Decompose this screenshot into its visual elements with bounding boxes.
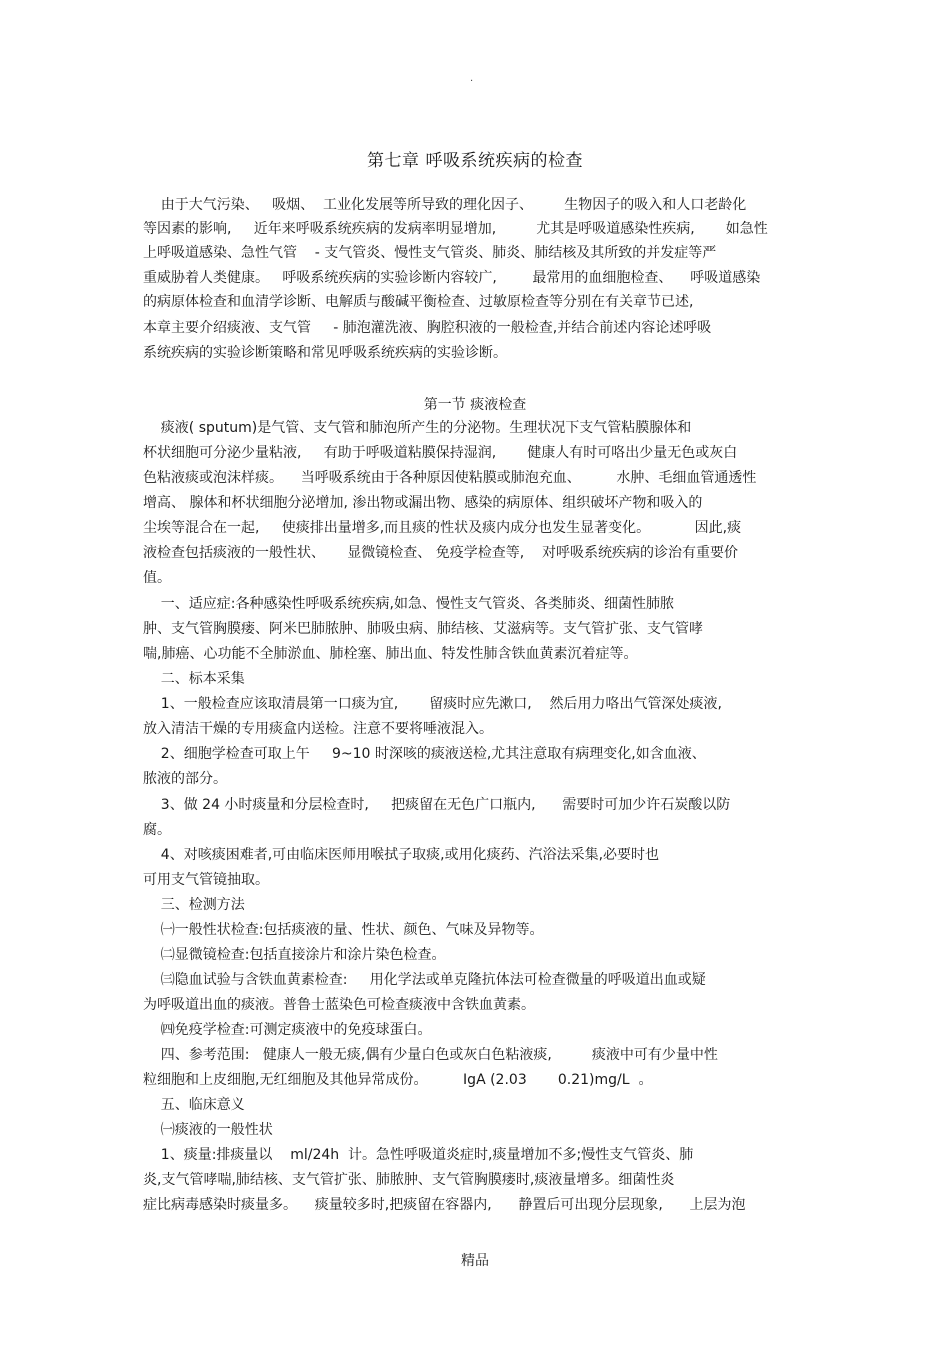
text-line: 的病原体检查和血清学诊断、电解质与酸碱平衡检查、过敏原检查等分别在有关章节已述, [143, 294, 694, 310]
text-line: 粒细胞和上皮细胞,无红细胞及其他异常成份。 IgA (2.03 0.21)mg/L 。 [143, 1072, 653, 1088]
text-line: 一、适应症:各种感染性呼吸系统疾病,如急、慢性支气管炎、各类肺炎、细菌性肺脓 [143, 596, 674, 612]
text-line: ㈠一般性状检查:包括痰液的量、性状、颜色、气味及异物等。 [143, 922, 544, 938]
text-line: 五、临床意义 [143, 1097, 245, 1113]
text-line: 脓液的部分。 [143, 771, 227, 787]
text-line: 炎,支气管哮喘,肺结核、支气管扩张、肺脓肿、支气管胸膜瘘时,痰液量增多。细菌性炎 [143, 1172, 675, 1188]
chapter-title: 第七章 呼吸系统疾病的检查 [367, 151, 583, 171]
text-line: 喘,肺癌、心功能不全肺淤血、肺栓塞、肺出血、特发性肺含铁血黄素沉着症等。 [143, 646, 638, 662]
text-line: 1、痰量:排痰量以 ml/24h 计。急性呼吸道炎症时,痰量增加不多;慢性支气管炎、肺 [143, 1147, 694, 1163]
text-line: 4、对咳痰困难者,可由临床医师用喉拭子取痰,或用化痰药、汽浴法采集,必要时也 [143, 847, 660, 863]
text-line: 3、做 24 小时痰量和分层检查时, 把痰留在无色广口瓶内, 需要时可加少许石炭酸以防 [143, 797, 731, 813]
text-line: 肿、支气管胸膜瘘、阿米巴肺脓肿、肺吸虫病、肺结核、艾滋病等。支气管扩张、支气管哮 [143, 621, 703, 637]
text-line: 痰液( sputum)是气管、支气管和肺泡所产生的分泌物。生理状况下支气管粘膜腺体和 [143, 420, 692, 436]
text-line: 症比病毒感染时痰量多。 痰量较多时,把痰留在容器内, 静置后可出现分层现象, 上层为泡 [143, 1197, 746, 1213]
text-line: 放入清洁干燥的专用痰盒内送检。注意不要将唾液混入。 [143, 721, 493, 737]
text-line: 2、细胞学检查可取上午 9~10 时深咳的痰液送检,尤其注意取有病理变化,如含血液、 [143, 746, 706, 762]
text-line: 尘埃等混合在一起, 使痰排出量增多,而且痰的性状及痰内成分也发生显著变化。 因此,痰 [143, 520, 742, 536]
text-line: 二、标本采集 [143, 671, 245, 687]
text-line: 1、一般检查应该取清晨第一口痰为宜, 留痰时应先漱口, 然后用力咯出气管深处痰液, [143, 696, 723, 712]
text-line: 可用支气管镜抽取。 [143, 872, 269, 888]
text-line: 腐。 [143, 822, 171, 838]
text-line: ㈢隐血试验与含铁血黄素检查: 用化学法或单克隆抗体法可检查微量的呼吸道出血或疑 [143, 972, 706, 988]
text-line: 本章主要介绍痰液、支气管 - 肺泡灌洗液、胸腔积液的一般检查,并结合前述内容论述呼吸 [143, 320, 712, 336]
section-title: 第一节 痰液检查 [423, 397, 527, 413]
text-line: 由于大气污染、 吸烟、 工业化发展等所导致的理化因子、 生物因子的吸入和人口老龄化 [143, 197, 747, 213]
text-line: 值。 [143, 570, 171, 586]
footer-label: 精品 [461, 1253, 489, 1269]
text-line: 等因素的影响, 近年来呼吸系统疾病的发病率明显增加, 尤其是呼吸道感染性疾病, 如急性 [143, 221, 768, 237]
text-line: 为呼吸道出血的痰液。普鲁士蓝染色可检查痰液中含铁血黄素。 [143, 997, 535, 1013]
text-line: 重威胁着人类健康。 呼吸系统疾病的实验诊断内容较广, 最常用的血细胞检查、 呼吸道感染 [143, 270, 761, 286]
text-line: 系统疾病的实验诊断策略和常见呼吸系统疾病的实验诊断。 [143, 345, 507, 361]
text-line: 四、参考范围: 健康人一般无痰,偶有少量白色或灰白色粘液痰, 痰液中可有少量中性 [143, 1047, 718, 1063]
text-line: 增高、 腺体和杯状细胞分泌增加, 渗出物或漏出物、感染的病原体、组织破坏产物和吸入的 [143, 495, 703, 511]
text-line: 三、检测方法 [143, 897, 245, 913]
text-line: 色粘液痰或泡沫样痰。 当呼吸系统由于各种原因使粘膜或肺泡充血、 水肿、毛细血管通透性 [143, 470, 757, 486]
text-line: 上呼吸道感染、急性气管 - 支气管炎、慢性支气管炎、肺炎、肺结核及其所致的并发症等严 [143, 245, 717, 261]
text-line: 液检查包括痰液的一般性状、 显微镜检查、 免疫学检查等, 对呼吸系统疾病的诊治有重要价 [143, 545, 738, 561]
text-line: ㈣免疫学检查:可测定痰液中的免疫球蛋白。 [143, 1022, 432, 1038]
text-line: ㈡显微镜检查:包括直接涂片和涂片染色检查。 [143, 947, 446, 963]
text-line: 杯状细胞可分泌少量粘液, 有助于呼吸道粘膜保持湿润, 健康人有时可咯出少量无色或灰白 [143, 445, 738, 461]
text-line: ㈠痰液的一般性状 [143, 1122, 273, 1138]
header-mark: · [470, 76, 474, 87]
